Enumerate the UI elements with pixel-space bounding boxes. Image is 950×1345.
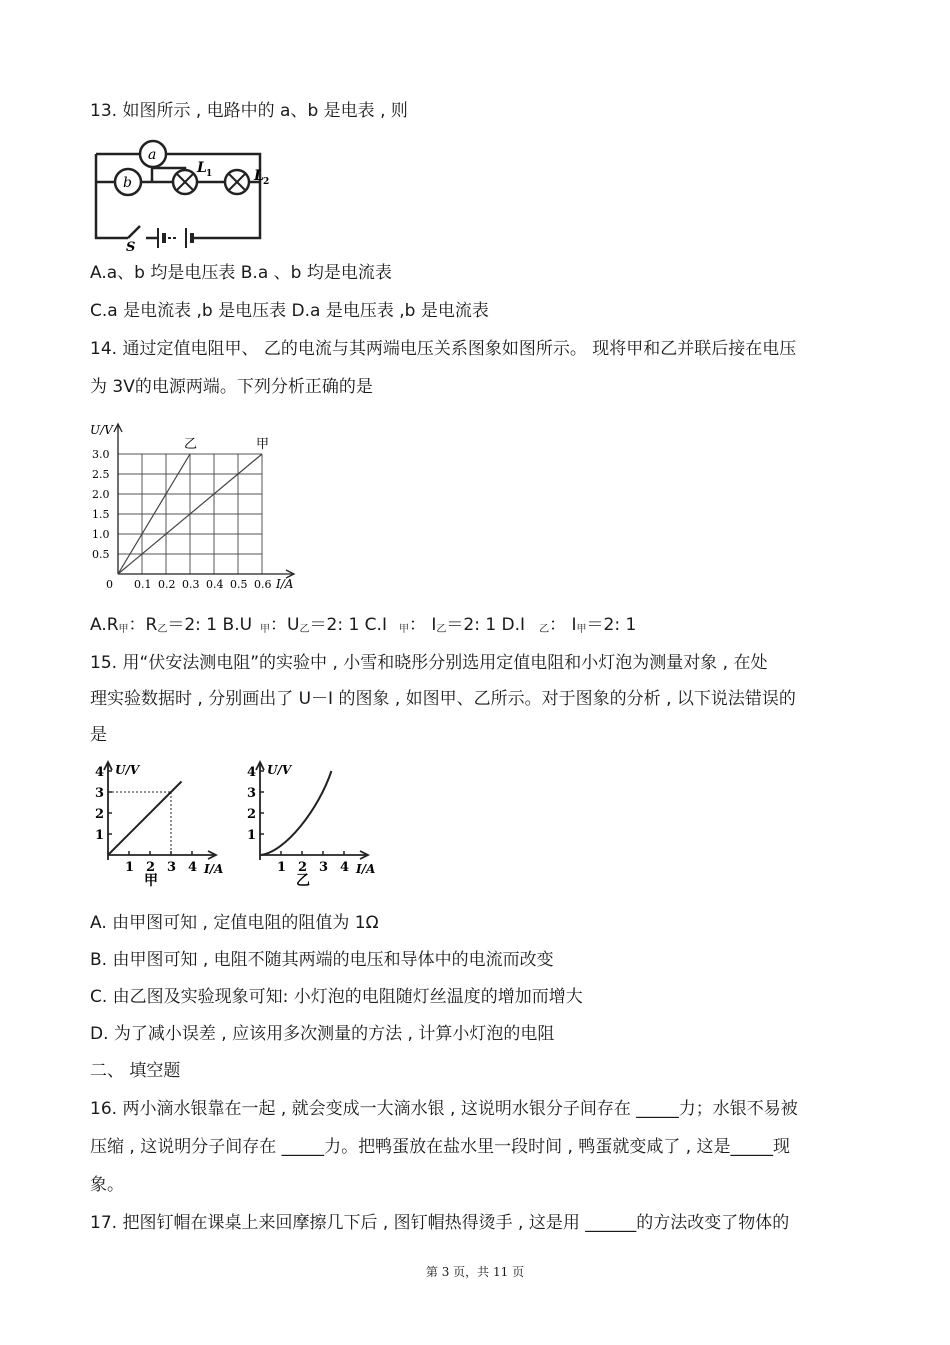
q15-graph-yi: [240, 758, 385, 888]
x-tick-label: 0.3: [182, 578, 200, 591]
q14-stem-line1: 14. 通过定值电阻甲、 乙的电流与其两端电压关系图象如图所示。 现将甲和乙并联后接在电压: [90, 339, 797, 359]
lamp-l2-label: L: [254, 168, 264, 184]
y-tick-label: 1: [247, 828, 257, 843]
q15-stem-line3: 是: [90, 725, 107, 745]
series-curve: [260, 771, 331, 855]
y-tick-label: 4: [95, 765, 105, 780]
y-tick-label: 2.5: [92, 468, 110, 481]
x-tick-label: 0: [106, 578, 113, 591]
y-tick-label: 1: [95, 828, 105, 843]
series-label-yi: 乙: [184, 437, 198, 452]
q16-line3: 象。: [90, 1175, 124, 1195]
x-tick-label: 0.1: [134, 578, 152, 591]
x-axis-label: I/A: [276, 577, 294, 591]
x-tick-label: 1: [125, 860, 135, 875]
y-tick-label: 3.0: [92, 448, 110, 461]
q17-line1: 17. 把图钉帽在课桌上来回摩擦几下后 , 图钉帽热得烫手 , 这是用 ______的方法改变了物体的: [90, 1213, 790, 1233]
x-axis-label: I/A: [204, 862, 224, 876]
meter-b-label: b: [123, 175, 132, 191]
y-tick-label: 3: [247, 786, 257, 801]
x-tick-label: 4: [340, 860, 350, 875]
q14-ui-graph: [88, 418, 310, 598]
x-tick-label: 0.2: [158, 578, 176, 591]
y-tick-label: 3: [95, 786, 105, 801]
q13-stem: 13. 如图所示 , 电路中的 a、b 是电表 , 则: [90, 101, 408, 121]
x-tick-label: 3: [319, 860, 329, 875]
x-tick-label: 4: [188, 860, 198, 875]
q14-stem-line2: 为 3V的电源两端。下列分析正确的是: [90, 377, 373, 397]
q15-option-a: A. 由甲图可知 , 定值电阻的阻值为 1Ω: [90, 913, 379, 933]
y-tick-label: 2.0: [92, 488, 110, 501]
y-tick-label: 2: [247, 807, 257, 822]
y-tick-label: 0.5: [92, 548, 110, 561]
lamp-l1-subscript: 1: [206, 169, 213, 179]
lamp-l1-label: L: [197, 160, 207, 176]
graph-caption: 乙: [296, 873, 310, 888]
x-tick-label: 2: [298, 860, 308, 875]
q15-stem-line1: 15. 用“伏安法测电阻”的实验中 , 小雪和晓彤分别选用定值电阻和小灯泡为测量对象 , 在处: [90, 653, 768, 673]
q13-options-cd: C.a 是电流表 ,b 是电压表 D.a 是电压表 ,b 是电流表: [90, 301, 489, 321]
switch-icon: [128, 226, 140, 238]
q15-option-d: D. 为了减小误差 , 应该用多次测量的方法 , 计算小灯泡的电阻: [90, 1024, 555, 1044]
q13-circuit-diagram: [88, 138, 278, 253]
x-tick-label: 2: [146, 860, 156, 875]
y-tick-label: 4: [247, 765, 257, 780]
y-tick-label: 2: [95, 807, 105, 822]
q15-option-b: B. 由甲图可知 , 电阻不随其两端的电压和导体中的电流而改变: [90, 950, 554, 970]
x-tick-label: 3: [167, 860, 177, 875]
series-line: [108, 782, 182, 856]
y-axis-label: U/V: [267, 763, 292, 777]
x-axis-label: I/A: [356, 862, 376, 876]
x-tick-label: 1: [277, 860, 287, 875]
lamp-l2-subscript: 2: [263, 177, 270, 187]
graph-caption: 甲: [144, 873, 158, 888]
y-tick-label: 1.0: [92, 528, 110, 541]
meter-a-label: a: [148, 147, 157, 163]
q15-stem-line2: 理实验数据时 , 分别画出了 U－I 的图象 , 如图甲、乙所示。对于图象的分析 , 以下说法错误的: [90, 689, 796, 709]
q15-graph-jia: [88, 758, 230, 888]
q16-line1: 16. 两小滴水银靠在一起 , 就会变成一大滴水银 , 这说明水银分子间存在 _____力；水银不易被: [90, 1099, 798, 1119]
q15-option-c: C. 由乙图及实验现象可知: 小灯泡的电阻随灯丝温度的增加而增大: [90, 987, 583, 1007]
x-tick-label: 0.4: [206, 578, 224, 591]
section-heading-fill-in: 二、 填空题: [90, 1061, 181, 1081]
y-tick-label: 1.5: [92, 508, 110, 521]
x-tick-label: 0.6: [254, 578, 272, 591]
x-tick-label: 0.5: [230, 578, 248, 591]
y-axis-label: U/V: [115, 763, 140, 777]
y-axis-label: U/V: [90, 423, 113, 437]
series-label-jia: 甲: [256, 437, 270, 452]
page-footer: 第 3 页，共 11 页: [425, 1265, 525, 1279]
q14-options: $A.R_甲$：$R_乙=2$: 1 B.U $_甲$：$U_乙=2$: 1 C.I $_甲$： $I_乙=2$: 1 D.I $_乙$： $I_甲=2$: 1: [90, 615, 637, 635]
q13-options-ab: A.a、b 均是电压表 B.a 、b 均是电流表: [90, 263, 392, 283]
switch-label: S: [126, 240, 136, 253]
q16-line2: 压缩 , 这说明分子间存在 _____力。把鸭蛋放在盐水里一段时间 , 鸭蛋就变咸了 , 这是_____现: [90, 1137, 791, 1157]
